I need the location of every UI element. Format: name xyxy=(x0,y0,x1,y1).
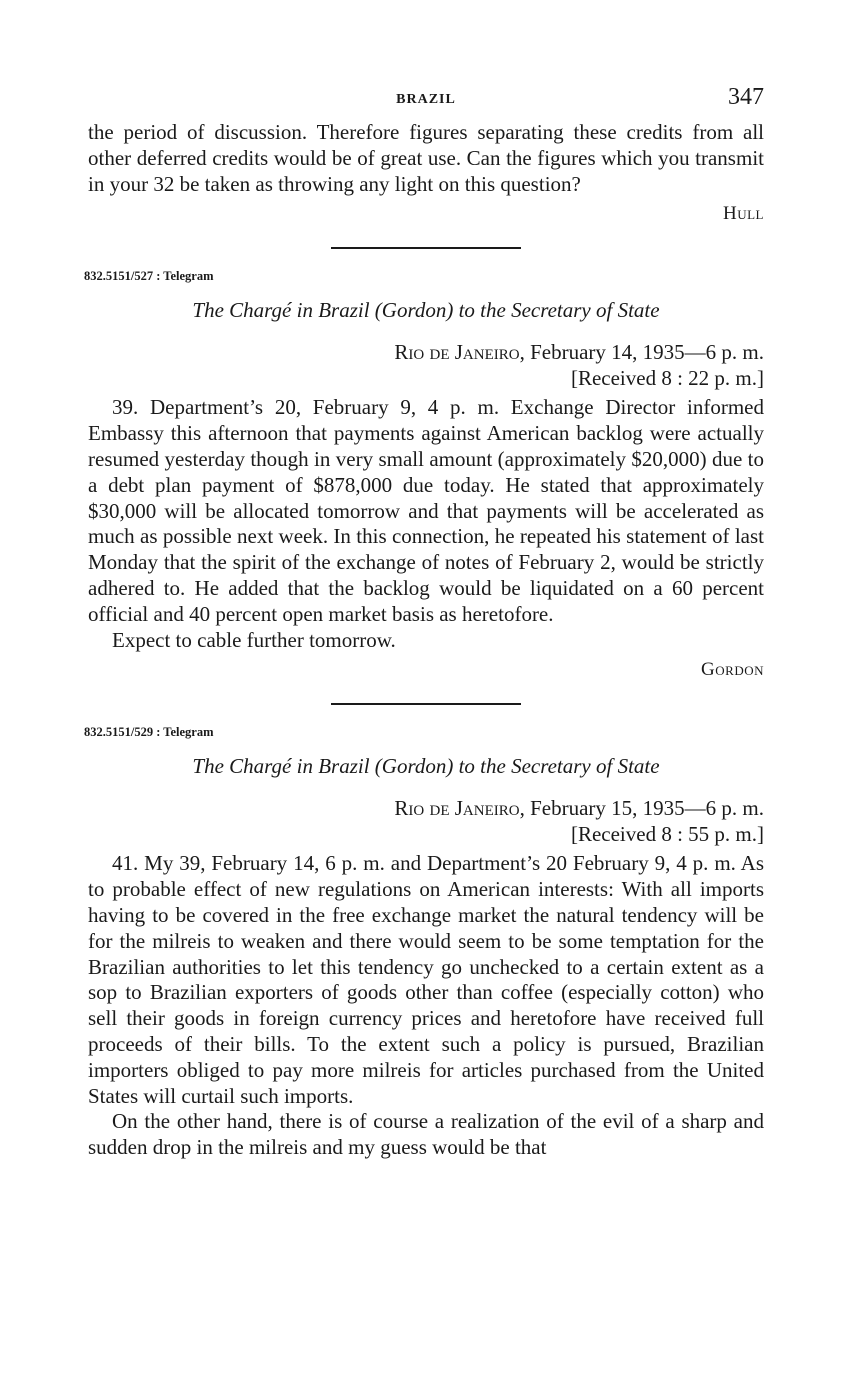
received-line: [Received 8 : 22 p. m.] xyxy=(570,366,764,391)
telegram-section xyxy=(84,725,764,1161)
document-page xyxy=(84,80,764,1161)
telegram-section xyxy=(84,269,764,681)
dateline-date: , February 15, 1935—6 p. m. xyxy=(519,796,764,821)
telegram-paragraph: Expect to cable further tomorrow. xyxy=(112,627,396,652)
dateline-place: Rio de Janeiro xyxy=(394,340,520,365)
page-number: 347 xyxy=(728,84,764,110)
dateline xyxy=(88,339,764,365)
dateline-date: , February 14, 1935—6 p. m. xyxy=(519,340,764,365)
section-divider xyxy=(331,247,521,249)
dateline xyxy=(88,795,764,821)
running-head-title: BRAZIL xyxy=(396,92,456,107)
section-divider xyxy=(331,703,521,705)
file-reference: 832.5151/529 : Telegram xyxy=(84,725,214,740)
telegram-heading: The Chargé in Brazil (Gordon) to the Secretary of State xyxy=(192,754,660,779)
file-reference: 832.5151/527 : Telegram xyxy=(84,269,214,284)
telegram-signature: Gordon xyxy=(701,659,764,681)
telegram-heading: The Chargé in Brazil (Gordon) to the Secretary of State xyxy=(192,298,660,323)
intro-paragraph: the period of discussion. Therefore figures separating these credits from all other deferred credits would be of great use. Can the figures which you transmit in your 32 be taken as throwing any light on this question? xyxy=(88,120,764,196)
received-line: [Received 8 : 55 p. m.] xyxy=(570,822,764,847)
telegram-paragraph: 41. My 39, February 14, 6 p. m. and Department’s 20 February 9, 4 p. m. As to probable effect of new regulations on American interests: With all imports having to be covered in the free exchange market the natural tendency will be for the milreis to weaken and there would seem to be some temptation for the Brazilian authorities to let this tendency go unchecked to a certain extent as a sop to Brazilian exporters of goods other than coffee (especially cotton) who sell their goods in foreign currency prices and heretofore have received full proceeds of their bills. To the extent such a policy is pursued, Brazilian importers obliged to pay more milreis for articles purchased from the United States will curtail such imports. xyxy=(88,851,764,1108)
running-head xyxy=(88,80,764,120)
dateline-place: Rio de Janeiro xyxy=(394,796,520,821)
telegram-paragraph: 39. Department’s 20, February 9, 4 p. m. Exchange Director informed Embassy this afternoon that payments against American backlog were actually resumed yesterday though in very small amount (approximately $20,000) due to a debt plan payment of $878,000 due today. He stated that approximately $30,000 will be allocated tomorrow and that payments will be accelerated as much as possible next week. In this connection, he repeated his statement of last Monday that the spirit of the exchange of notes of February 2, would be strictly adhered to. He added that the backlog would be liquidated on a 60 percent official and 40 percent open market basis as heretofore. xyxy=(88,395,764,626)
intro-signature: Hull xyxy=(723,203,764,225)
telegram-paragraph: On the other hand, there is of course a realization of the evil of a sharp and sudden drop in the milreis and my guess would be that xyxy=(88,1109,764,1160)
